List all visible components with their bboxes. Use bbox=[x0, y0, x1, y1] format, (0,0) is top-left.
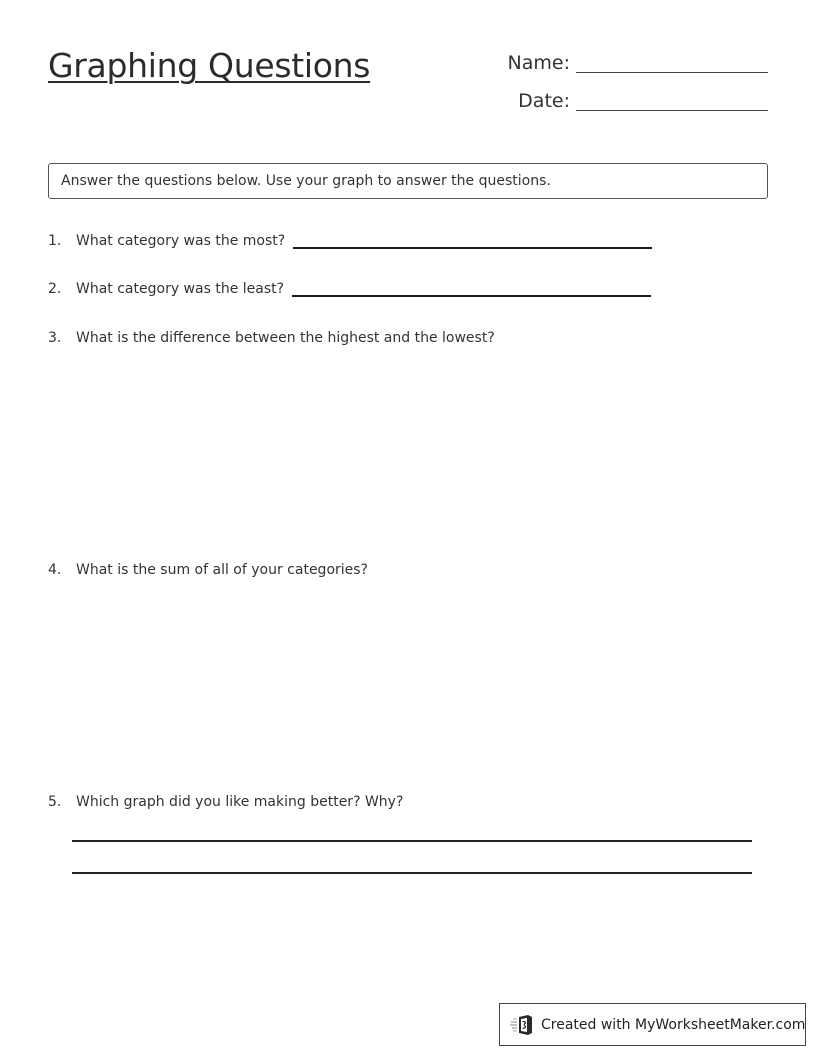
footer-badge[interactable] bbox=[499, 1003, 806, 1046]
question-1 bbox=[48, 232, 652, 250]
question-number: 1. bbox=[48, 233, 62, 249]
date-field[interactable] bbox=[490, 90, 768, 112]
date-input-line[interactable] bbox=[576, 110, 768, 111]
instructions-box bbox=[48, 163, 768, 199]
question-5 bbox=[48, 793, 403, 811]
question-number: 2. bbox=[48, 281, 62, 297]
question-number: 3. bbox=[48, 330, 62, 346]
answer-line-2[interactable] bbox=[292, 295, 651, 297]
name-label: Name: bbox=[507, 52, 570, 74]
name-input-line[interactable] bbox=[576, 72, 768, 73]
question-3 bbox=[48, 329, 495, 347]
question-text: What category was the least? bbox=[76, 281, 285, 297]
name-field[interactable] bbox=[490, 52, 768, 74]
question-text: What is the difference between the highest and the lowest? bbox=[76, 330, 495, 346]
answer-line-1[interactable] bbox=[293, 247, 652, 249]
question-number: 5. bbox=[48, 794, 62, 810]
instructions-text: Answer the questions below. Use your graph to answer the questions. bbox=[61, 173, 551, 189]
page-title: Graphing Questions bbox=[48, 46, 371, 85]
worksheet-maker-logo-icon bbox=[510, 1014, 534, 1036]
question-number: 4. bbox=[48, 562, 62, 578]
question-2 bbox=[48, 280, 651, 298]
footer-text: Created with MyWorksheetMaker.com bbox=[541, 1016, 806, 1033]
date-label: Date: bbox=[518, 90, 570, 112]
question-text: What is the sum of all of your categories? bbox=[76, 562, 368, 578]
question-text: What category was the most? bbox=[76, 233, 286, 249]
question-4 bbox=[48, 561, 368, 579]
answer-line-5a[interactable] bbox=[72, 840, 752, 842]
answer-line-5b[interactable] bbox=[72, 872, 752, 874]
question-text: Which graph did you like making better? Why? bbox=[76, 794, 404, 810]
